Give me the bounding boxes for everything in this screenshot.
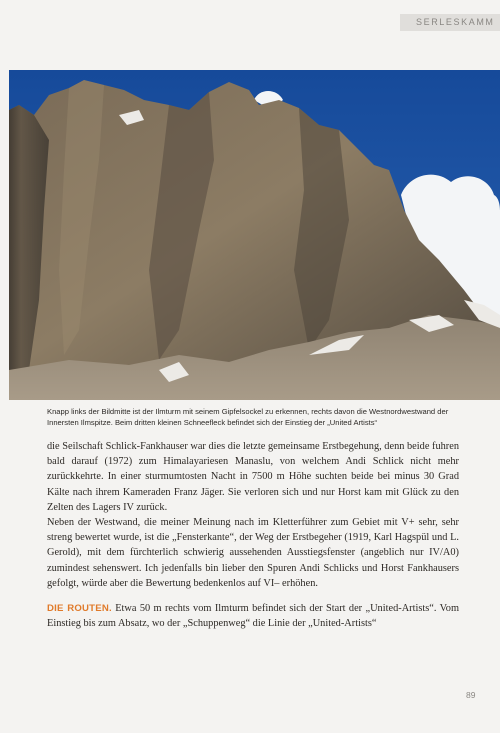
paragraph-text: Etwa 50 m rechts vom Ilmturm befindet sich der Start der „United-Artists“. Vom Einstieg bis zum Absatz, wo der „Schuppenweg“ die Linie der „United-Artists“ [47,603,459,630]
mountain-photo [9,70,500,400]
body-text [47,439,459,631]
page-number: 89 [466,690,476,700]
paragraph: die Seilschaft Schlick-Fankhauser war dies die letzte gemeinsame Erstbegehung, denn beide fuhren bald darauf (1972) zum Himalayariesen Manaslu, von welchem Andi Schlick nicht mehr zurückkehrte. In einer sturmumtosten Nacht in 7500 m Höhe suchten beide bei minus 30 Grad Kälte nach ihrem Kameraden Franz Jäger. Sie verloren sich und nur Horst kam mit Glück zu den Zelten des Lagers IV zurück. [47,441,459,513]
paragraph: Neben der Westwand, die meiner Meinung nach im Kletterführer zum Gebiet mit V+ sehr, sehr streng bewertet wurde, ist die „Fensterkante“, der Weg der Erstbegeher (1919, Karl Hagspül und L. Gerold), mit dem fürchterlich schwierig aussehenden Ausstiegsfenster (angeblich nur IV/A0) zumindest sehenswert. Ich jedenfalls bin lieber den Spuren Andi Schlicks und Horst Fankhausers gefolgt, würde aber die Bewertung bedenkenlos auf VI– erhöhen. [47,517,459,589]
routes-heading: DIE ROUTEN. [47,603,112,615]
paragraph-routes [47,601,459,631]
photo-caption: Knapp links der Bildmitte ist der Ilmturm mit seinem Gipfelsockel zu erkennen, rechts davon die Westnordwestwand der Innersten Ilmspitze. Beim dritten kleinen Schneefleck befindet sich der Einstieg der „United Artists“ [47,407,449,427]
running-header: SERLESKAMM [416,17,495,27]
